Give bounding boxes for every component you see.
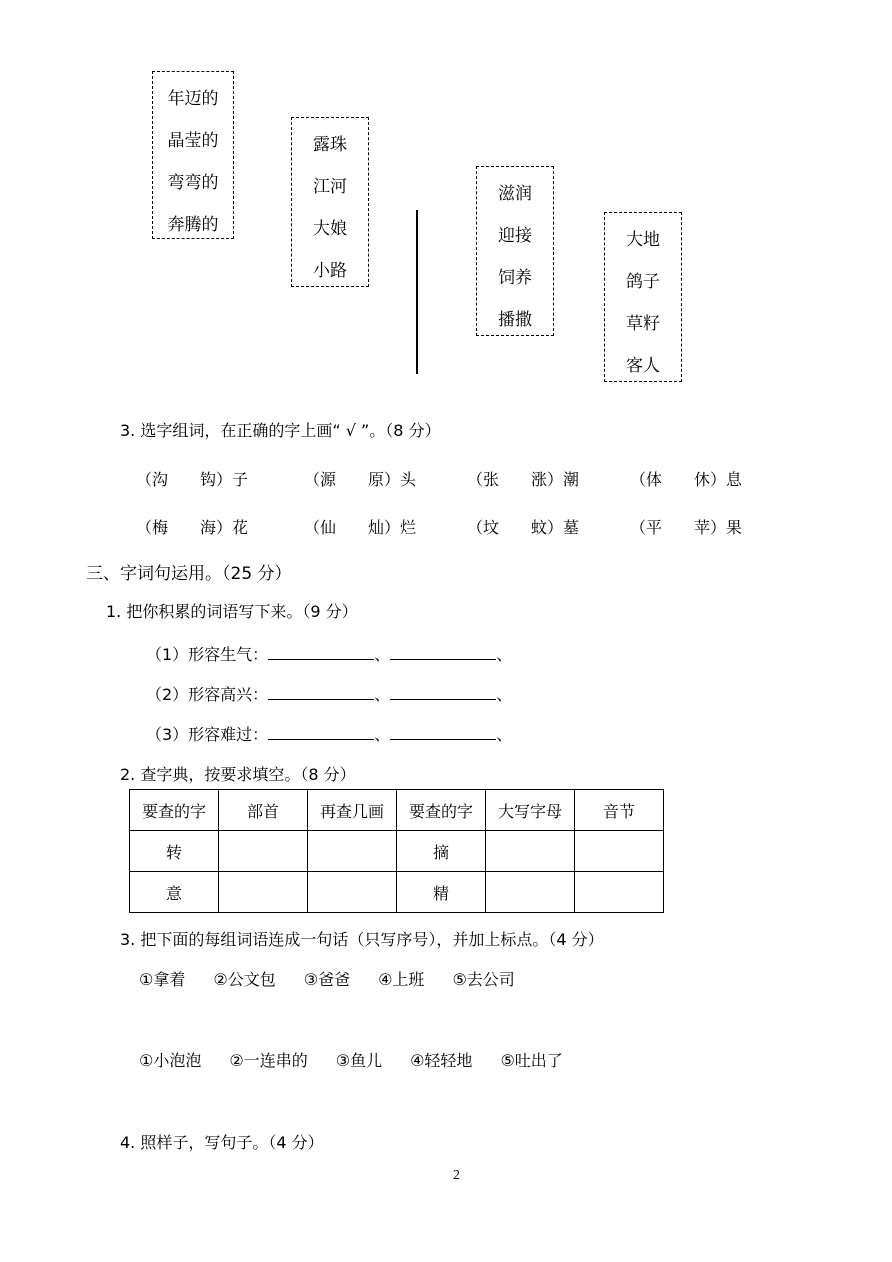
answer-blank[interactable] [268,725,374,740]
word-item: 滋润 [498,184,532,204]
word-item: 奔腾的 [167,215,219,235]
word-item: 鸽子 [626,272,660,292]
word-item: 草籽 [626,314,660,334]
word-item: ④上班 [378,970,425,989]
choice-item: （仙 灿）烂 [304,518,417,537]
table-cell: 摘 [397,831,486,872]
answer-blank[interactable] [268,685,374,700]
word-item: 饲养 [498,268,532,288]
word-item: ④轻轻地 [410,1051,473,1070]
page-number: 2 [453,1168,460,1183]
word-item: 播撒 [498,310,532,330]
separator: 、 [496,645,513,664]
table-cell-blank[interactable] [486,831,575,872]
fill-label: （1）形容生气： [146,645,269,664]
question-title: 4. 照样子，写句子。（4 分） [120,1133,324,1152]
question-title: 3. 选字组词，在正确的字上画“ √ ”。（8 分） [120,421,441,440]
question-title: 1. 把你积累的词语写下来。（9 分） [106,602,358,621]
answer-blank[interactable] [390,645,496,660]
word-item: 迎接 [498,226,532,246]
table-row [130,872,664,913]
choice-item: （坟 蚊）墓 [467,518,580,537]
dictionary-table [129,789,664,913]
question-title: 2. 查字典，按要求填空。（8 分） [120,765,356,784]
fill-line-row [146,642,512,665]
word-item: ①拿着 [139,970,186,989]
section-heading: 三、字词句运用。（25 分） [86,564,292,584]
choice-item: （张 涨）潮 [467,470,580,489]
table-header: 部首 [219,790,308,831]
table-row [130,831,664,872]
table-header: 再查几画 [308,790,397,831]
question-title: 3. 把下面的每组词语连成一句话（只写序号），并加上标点。（4 分） [120,930,604,949]
table-cell: 转 [130,831,219,872]
word-item: ②一连串的 [229,1051,308,1070]
word-item: ③爸爸 [303,970,351,989]
answer-blank[interactable] [390,725,496,740]
table-cell-blank[interactable] [219,872,308,913]
word-box-adjectives [152,71,234,239]
fill-line-row [146,682,512,705]
table-cell-blank[interactable] [575,831,664,872]
table-cell-blank[interactable] [308,872,397,913]
fill-line-row [146,722,512,745]
answer-blank[interactable] [268,645,374,660]
word-item: 大娘 [313,219,347,239]
choice-item: （梅 海）花 [136,518,249,537]
answer-blank[interactable] [390,685,496,700]
word-item: 弯弯的 [167,173,219,193]
word-item: 大地 [626,230,660,250]
choice-item: （平 苹）果 [630,518,743,537]
word-box-nouns [291,117,369,287]
choice-item: （沟 钩）子 [136,470,249,489]
separator: 、 [374,645,391,664]
word-box-objects [604,212,682,382]
word-item: ③鱼儿 [335,1051,383,1070]
table-header: 要查的字 [397,790,486,831]
separator: 、 [374,725,391,744]
word-group-1 [139,967,515,990]
divider-line [416,210,418,374]
word-group-2 [139,1048,563,1071]
word-item: ⑤去公司 [452,970,515,989]
table-cell-blank[interactable] [486,872,575,913]
choice-item: （体 休）息 [630,470,743,489]
separator: 、 [374,685,391,704]
fill-label: （3）形容难过： [146,725,269,744]
table-header: 大写字母 [486,790,575,831]
choice-item: （源 原）头 [304,470,417,489]
table-cell-blank[interactable] [308,831,397,872]
table-header: 要查的字 [130,790,219,831]
table-header: 音节 [575,790,664,831]
separator: 、 [496,685,513,704]
word-item: ⑤吐出了 [500,1051,563,1070]
word-item: ②公文包 [213,970,276,989]
word-item: 晶莹的 [167,131,219,151]
fill-label: （2）形容高兴： [146,685,269,704]
word-item: 年迈的 [167,89,219,109]
word-item: 小路 [313,261,347,281]
table-cell-blank[interactable] [575,872,664,913]
table-cell: 精 [397,872,486,913]
table-cell-blank[interactable] [219,831,308,872]
table-header-row [130,790,664,831]
word-item: 露珠 [313,135,347,155]
table-cell: 意 [130,872,219,913]
word-item: ①小泡泡 [139,1051,202,1070]
separator: 、 [496,725,513,744]
word-item: 客人 [626,356,660,376]
word-box-verbs [476,166,554,336]
word-item: 江河 [313,177,347,197]
